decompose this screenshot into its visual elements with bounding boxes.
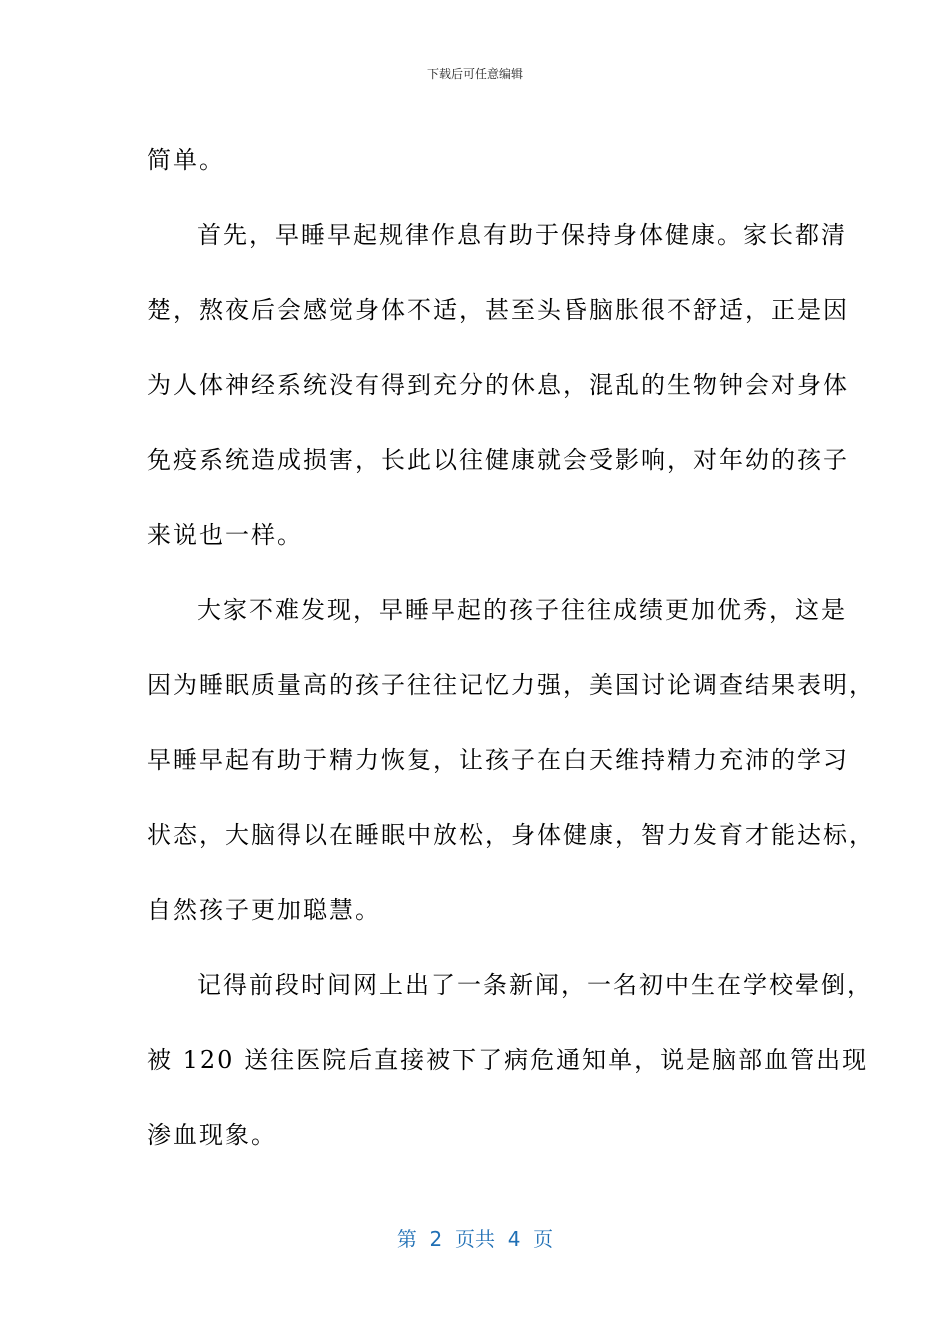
text-line: 因为睡眠质量高的孩子往往记忆力强，美国讨论调查结果表明，	[147, 671, 875, 699]
paragraph	[147, 198, 849, 573]
text-line: 楚，熬夜后会感觉身体不适，甚至头昏脑胀很不舒适，正是因	[147, 296, 849, 324]
text-line: 渗血现象。	[147, 1121, 277, 1149]
page-footer	[0, 1226, 950, 1252]
page-header: 下载后可任意编辑	[426, 67, 523, 81]
paragraph	[147, 573, 875, 948]
text-line: 被 120 送往医院后直接被下了病危通知单，说是脑部血管出现	[147, 1046, 869, 1074]
text-line: 来说也一样。	[147, 521, 303, 549]
text-line: 自然孩子更加聪慧。	[147, 896, 381, 924]
text-line: 免疫系统造成损害，长此以往健康就会受影响，对年幼的孩子	[147, 446, 849, 474]
text-line: 简单。	[147, 146, 225, 174]
document-body	[147, 123, 875, 1173]
text-line: 早睡早起有助于精力恢复，让孩子在白天维持精力充沛的学习	[147, 746, 849, 774]
paragraph	[147, 948, 873, 1173]
text-line: 大家不难发现，早睡早起的孩子往往成绩更加优秀，这是	[197, 596, 847, 624]
text-line: 为人体神经系统没有得到充分的休息，混乱的生物钟会对身体	[147, 371, 849, 399]
text-line: 首先，早睡早起规律作息有助于保持身体健康。家长都清	[197, 221, 847, 249]
text-line: 记得前段时间网上出了一条新闻，一名初中生在学校晕倒，	[197, 971, 873, 999]
text-line: 状态，大脑得以在睡眠中放松，身体健康，智力发育才能达标，	[147, 821, 875, 849]
paragraph	[147, 123, 807, 198]
page-number-label: 第 2 页共 4 页	[396, 1227, 554, 1251]
